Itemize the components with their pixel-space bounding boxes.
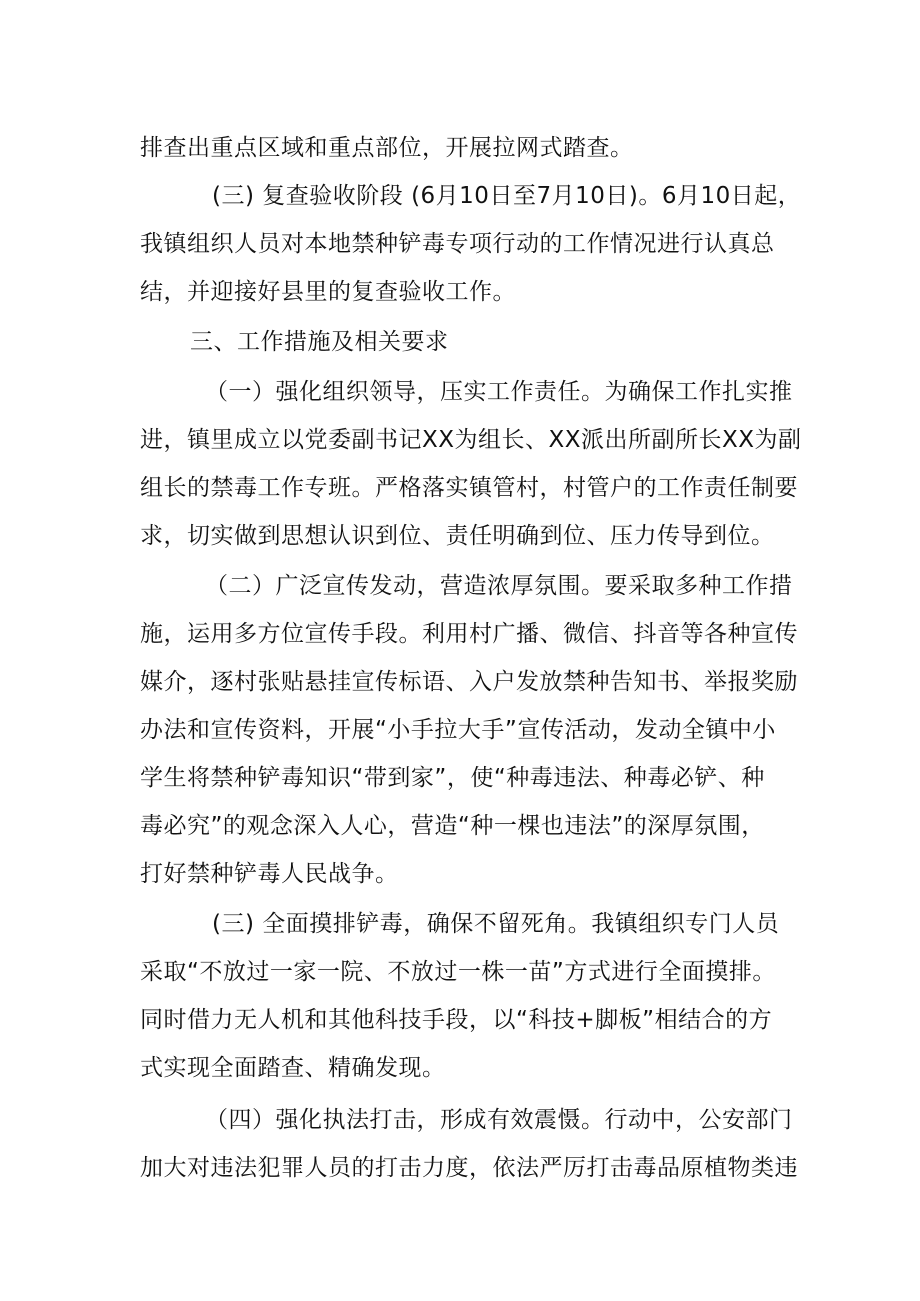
text-line-16: 打好禁种铲毒人民战争。 — [140, 861, 399, 887]
text-line-10: （二）广泛宣传发动，营造浓厚氛围。要采取多种工作措 — [205, 573, 793, 599]
section-heading: 三、工作措施及相关要求 — [190, 329, 449, 355]
text-line-21: （四）强化执法打击，形成有效震慑。行动中，公安部门 — [205, 1107, 793, 1133]
text-line-18: 采取“不放过一家一院、不放过一株一苗”方式进行全面摸排。 — [140, 959, 776, 985]
text-line-17: (三) 全面摸排铲毒，确保不留死角。我镇组织专门人员 — [212, 911, 780, 937]
text-line-11: 施，运用多方位宣传手段。利用村广播、微信、抖音等各种宣传 — [140, 621, 798, 647]
text-line-22: 加大对违法犯罪人员的打击力度，依法严厉打击毒品原植物类违 — [140, 1155, 798, 1181]
text-line-2: (三) 复查验收阶段 (6月10日至7月10日)。6月10日起， — [212, 183, 802, 209]
text-line-1: 排查出重点区域和重点部位，开展拉网式踏查。 — [140, 135, 634, 161]
text-line-14: 学生将禁种铲毒知识“带到家”，使“种毒违法、种毒必铲、种 — [140, 765, 765, 791]
text-line-6: （一）强化组织领导，压实工作责任。为确保工作扎实推 — [205, 379, 793, 405]
text-line-12: 媒介，逐村张贴悬挂宣传标语、入户发放禁种告知书、举报奖励 — [140, 669, 798, 695]
text-line-3: 我镇组织人员对本地禁种铲毒专项行动的工作情况进行认真总 — [140, 231, 775, 257]
text-line-4: 结，并迎接好县里的复查验收工作。 — [140, 279, 516, 305]
text-line-15: 毒必究”的观念深入人心，营造“种一棵也违法”的深厚氛围， — [140, 813, 765, 839]
text-line-8: 组长的禁毒工作专班。严格落实镇管村，村管户的工作责任制要 — [140, 475, 798, 501]
text-line-13: 办法和宣传资料，开展“小手拉大手”宣传活动，发动全镇中小 — [140, 717, 776, 743]
text-line-7: 进，镇里成立以党委副书记XX为组长、XX派出所副所长XX为副 — [140, 427, 802, 453]
text-line-19: 同时借力无人机和其他科技手段，以“科技+脚板”相结合的方 — [140, 1007, 773, 1033]
text-line-9: 求，切实做到思想认识到位、责任明确到位、压力传导到位。 — [140, 523, 775, 549]
text-line-20: 式实现全面踏查、精确发现。 — [140, 1055, 446, 1081]
